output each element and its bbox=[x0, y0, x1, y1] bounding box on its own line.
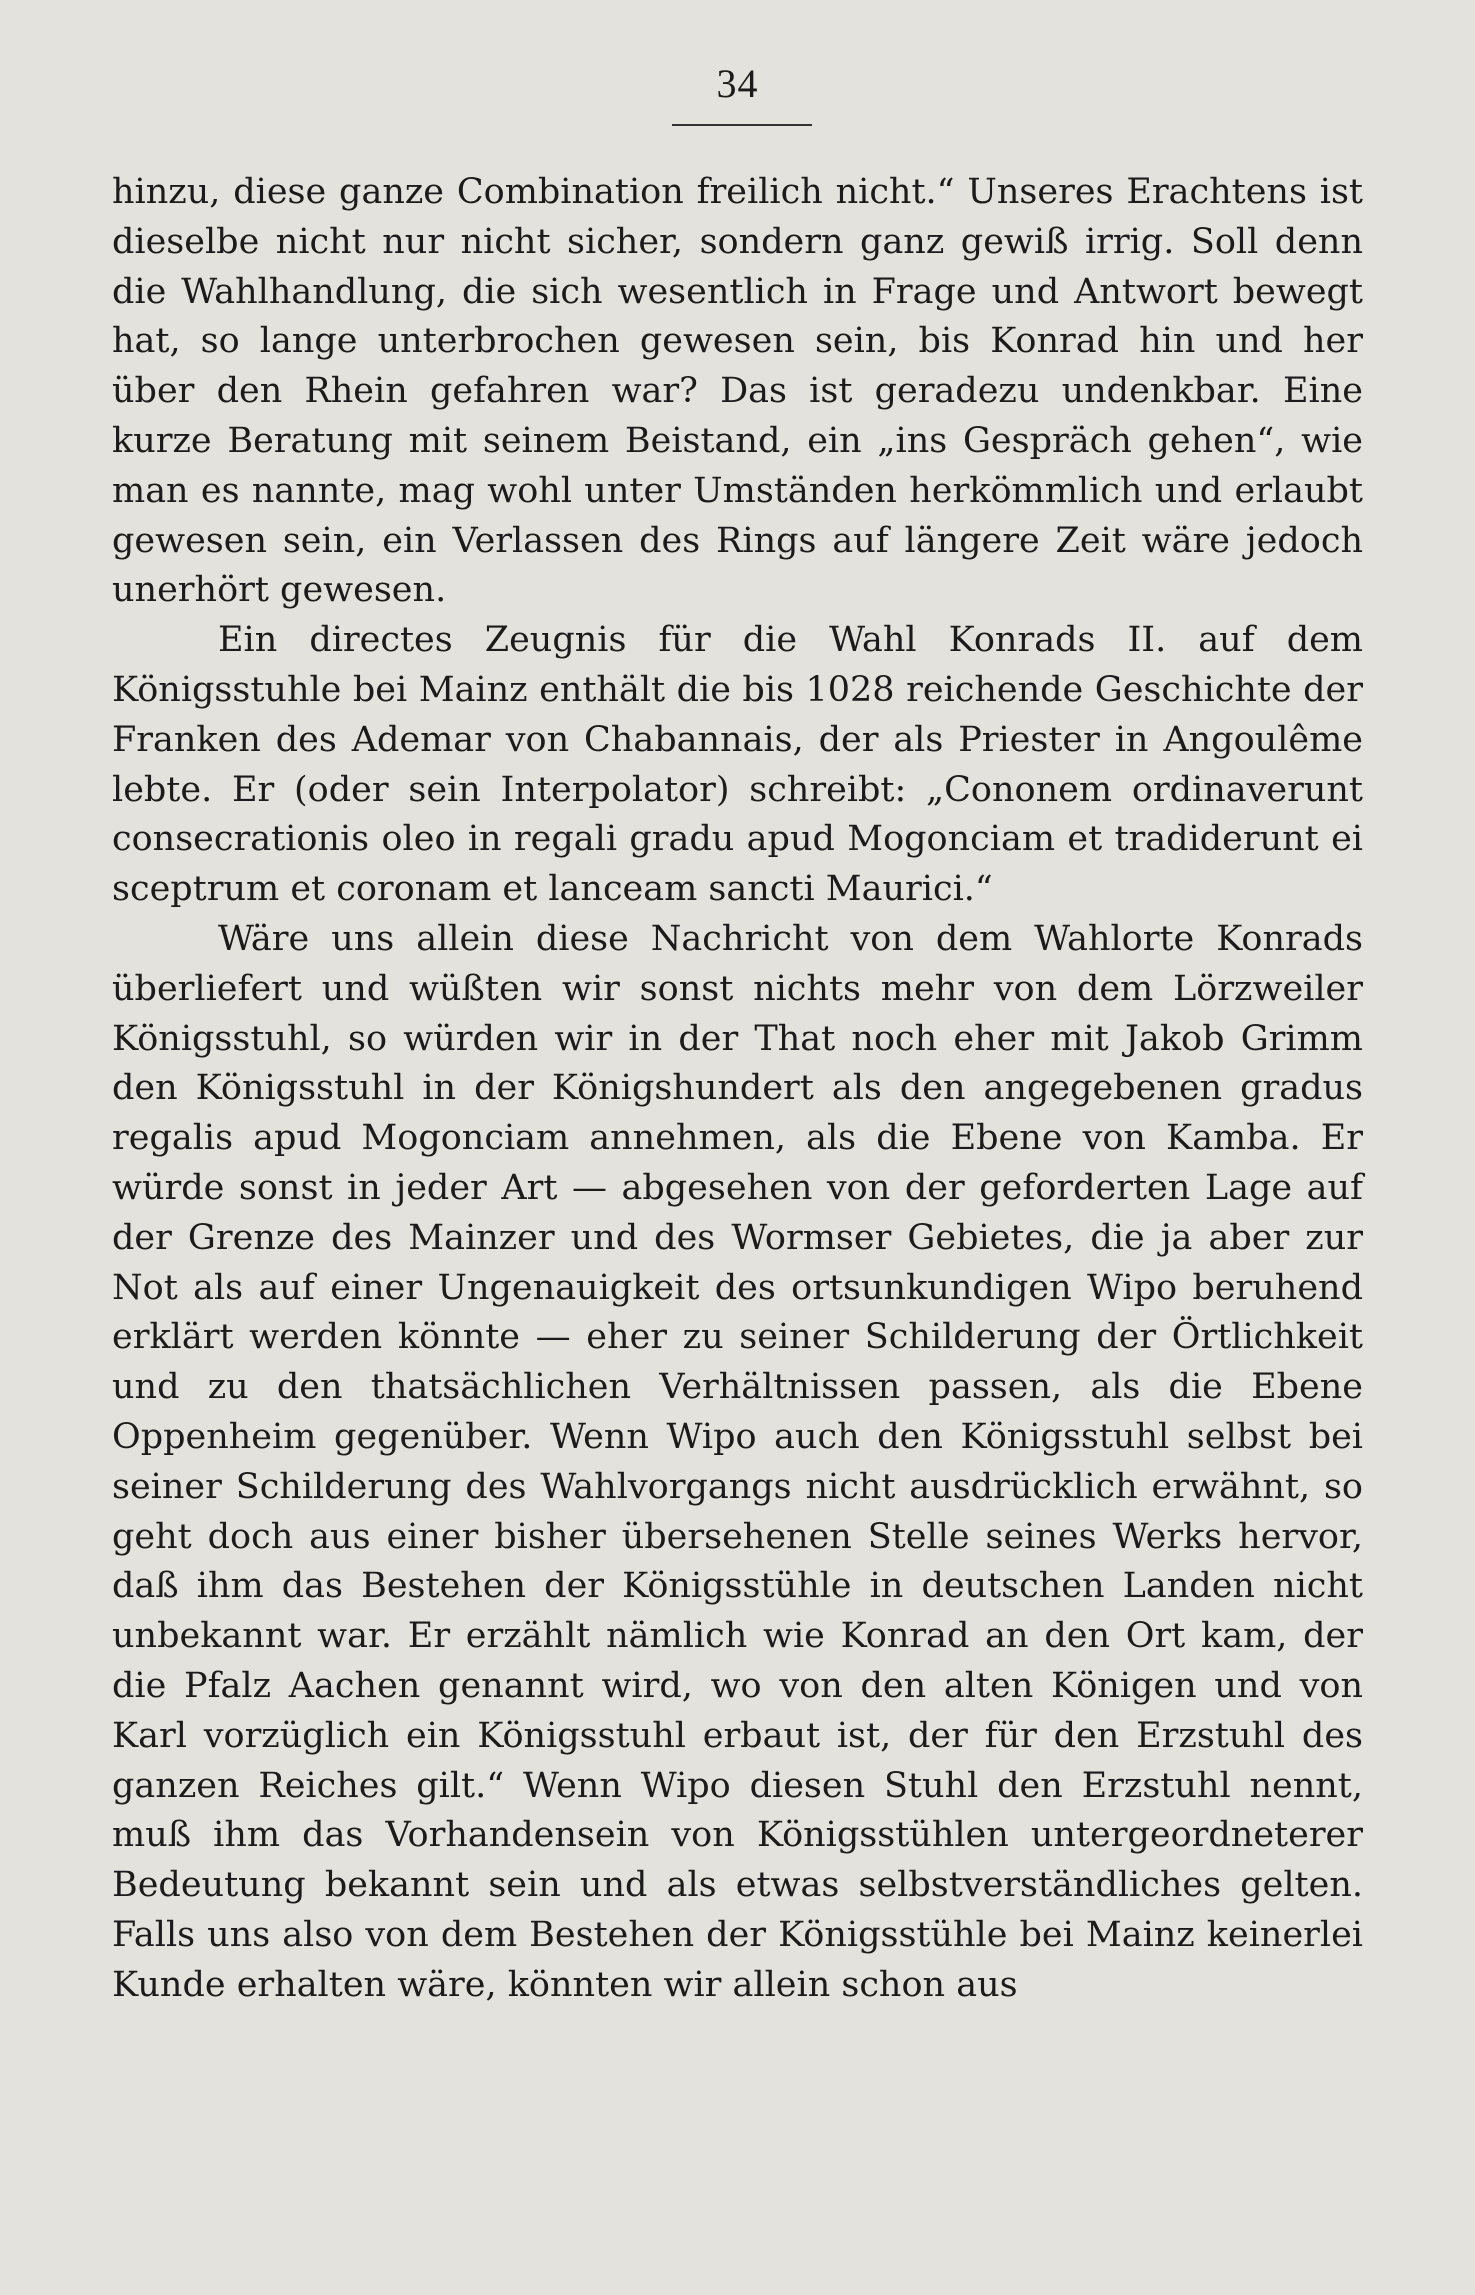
body-text bbox=[112, 168, 1363, 2010]
paragraph-1: hinzu, diese ganze Combination freilich nicht.“ Unseres Erachtens ist dieselbe nicht nur nicht sicher, sondern ganz gewiß irrig. Soll denn die Wahlhandlung, die sich wesentlich in Frage und Antwort bewegt hat, so lange unterbrochen gewesen sein, bis Konrad hin und her über den Rhein gefahren war? Das ist geradezu undenkbar. Eine kurze Beratung mit seinem Beistand, ein „ins Gespräch gehen“, wie man es nannte, mag wohl unter Umständen herkömmlich und erlaubt gewesen sein, ein Verlassen des Rings auf längere Zeit wäre jedoch unerhört gewesen. bbox=[112, 172, 1363, 611]
header-rule bbox=[672, 124, 812, 126]
paragraph-3: Wäre uns allein diese Nachricht von dem Wahlorte Konrads überliefert und wüßten wir sonst nichts mehr von dem Lörzweiler Königsstuhl, so würden wir in der That noch eher mit Jakob Grimm den Königsstuhl in der Königshundert als den angegebenen gradus regalis apud Mogonciam annehmen, als die Ebene von Kamba. Er würde sonst in jeder Art — abgesehen von der geforderten Lage auf der Grenze des Mainzer und des Wormser Gebietes, die ja aber zur Not als auf einer Ungenauigkeit des ortsunkundigen Wipo beruhend erklärt werden könnte — eher zu seiner Schilderung der Örtlichkeit und zu den thatsächlichen Verhältnissen passen, als die Ebene Oppenheim gegenüber. Wenn Wipo auch den Königsstuhl selbst bei seiner Schilderung des Wahlvorgangs nicht ausdrücklich erwähnt, so geht doch aus einer bisher übersehenen Stelle seines Werks hervor, daß ihm das Bestehen der Königsstühle in deutschen Landen nicht unbekannt war. Er erzählt nämlich wie Konrad an den Ort kam, der die Pfalz Aachen genannt wird, wo von den alten Königen und von Karl vorzüglich ein Königsstuhl erbaut ist, der für den Erzstuhl des ganzen Reiches gilt.“ Wenn Wipo diesen Stuhl den Erzstuhl nennt, muß ihm das Vorhandensein von Königsstühlen untergeordneterer Bedeutung bekannt sein und als etwas selbstverständliches gelten. Falls uns also von dem Bestehen der Königsstühle bei Mainz keinerlei Kunde erhalten wäre, könnten wir allein schon aus bbox=[112, 918, 1363, 2005]
paragraph-2: Ein directes Zeugnis für die Wahl Konrads II. auf dem Königsstuhle bei Mainz enthält die bis 1028 reichende Geschichte der Franken des Ademar von Chabannais, der als Priester in Angoulême lebte. Er (oder sein Interpolator) schreibt: „Cononem ordinaverunt consecrationis oleo in regali gradu apud Mogonciam et tradiderunt ei sceptrum et coronam et lanceam sancti Maurici.“ bbox=[112, 620, 1363, 910]
page-number: 34 bbox=[716, 61, 759, 106]
